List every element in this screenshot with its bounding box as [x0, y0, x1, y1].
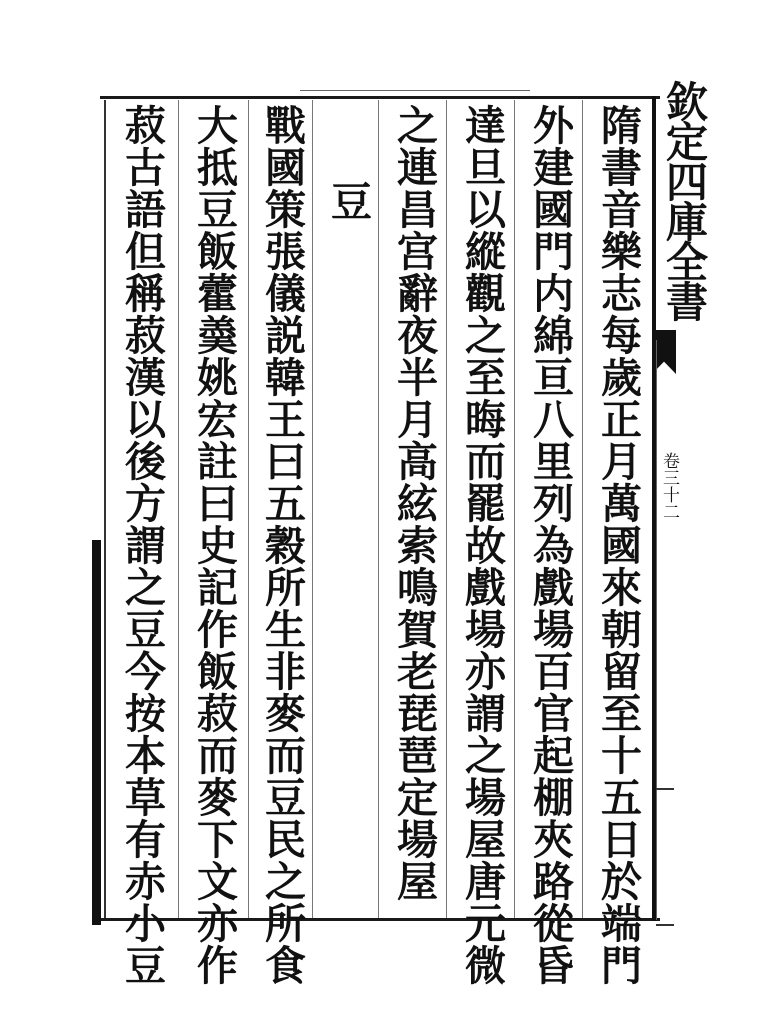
- text-column: 之連昌宫辭夜半月高絃索鳴賀老琵琶定場屋: [390, 104, 438, 902]
- column-rule: [248, 100, 249, 918]
- frame-top-border: [100, 96, 660, 99]
- column-rule: [514, 100, 515, 918]
- column-rule: [178, 100, 179, 918]
- text-column: 大抵豆飯藿羮姚宏註曰史記作飯菽而麥下文亦作: [190, 104, 238, 986]
- text-column: 隋書音樂志每歲正月萬國來朝留至十五日於端門: [594, 104, 642, 986]
- text-column: 戰國策張儀説韓王曰五穀所生非麥而豆民之所食: [258, 104, 306, 986]
- text-column: 外建國門内綿亘八里列為戲場百官起棚夾路從昏: [526, 104, 574, 986]
- column-rule: [312, 100, 313, 918]
- column-rule: [446, 100, 447, 918]
- book-title: 欽定四庫全書: [660, 80, 709, 320]
- volume-label: 卷三十二: [659, 452, 679, 520]
- margin-tick: [656, 924, 674, 926]
- frame-left-border: [92, 540, 101, 925]
- frame-top-thin-line: [300, 90, 530, 91]
- column-rule: [582, 100, 583, 918]
- section-heading: 豆: [324, 180, 372, 222]
- frame-left-thin-line: [104, 100, 106, 918]
- margin-rule: [656, 340, 657, 920]
- column-rule: [378, 100, 379, 918]
- margin-tick: [656, 788, 674, 790]
- text-column: 菽古語但稱菽漢以後方謂之豆今按本草有赤小豆: [118, 104, 166, 986]
- text-column: 達旦以縱觀之至晦而罷故戲場亦謂之場屋唐元微: [458, 104, 506, 986]
